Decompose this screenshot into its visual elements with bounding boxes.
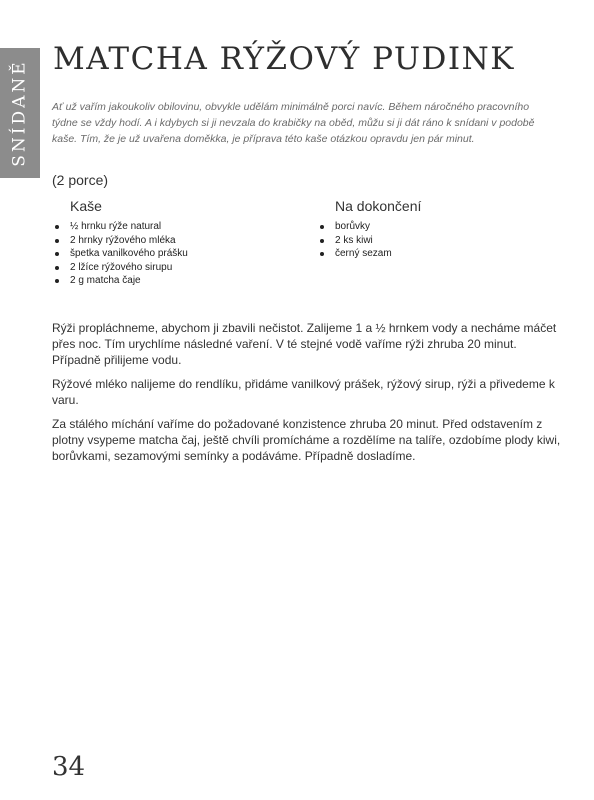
ingredient-item: 2 ks kiwi [317, 234, 557, 248]
ingredients-finish-list [317, 220, 557, 261]
ingredients-finish [317, 198, 557, 261]
recipe-step: Rýžové mléko nalijeme do rendlíku, přidáme vanilkový prášek, rýžový sirup, rýži a přivedeme k varu. [52, 377, 555, 407]
ingredient-item: ½ hrnku rýže natural [52, 220, 292, 234]
recipe-step: Rýži propláchneme, abychom ji zbavili nečistot. Zalijeme 1 a ½ hrnkem vody a necháme máčet přes noc. Tím urychlíme následné vaření. V té stejné vodě vaříme rýži zhruba 20 minut. Případně přilijeme vodu. [52, 321, 557, 367]
recipe-intro: Ať už vařím jakoukoliv obilovinu, obvykle udělám minimálně porci navíc. Během náročného pracovního týdne se vždy hodí. A i kdybych si ji nevzala do krabičky na oběd, můžu si ji dát ráno k snídani v podobě kaše. Tím, že je už uvařena doměkka, je příprava této kaše otázkou opravdu jen pár minut. [52, 101, 535, 145]
ingredients-kase [52, 198, 292, 288]
section-tab-label: SNÍDANĚ [10, 59, 30, 167]
portions-label: (2 porce) [52, 172, 109, 188]
recipe-title: MATCHA RÝŽOVÝ PUDINK [53, 41, 515, 77]
ingredient-item: 2 lžíce rýžového sirupu [52, 261, 292, 275]
ingredients-kase-title: Kaše [70, 198, 102, 214]
ingredients-finish-title: Na dokončení [335, 198, 422, 214]
section-tab [0, 48, 40, 178]
page-number: 34 [52, 752, 86, 782]
recipe-step: Za stálého míchání vaříme do požadované konzistence zhruba 20 minut. Před odstavením z plotny vsypeme matcha čaj, ještě chvíli promícháme a rozdělíme na talíře, ozdobíme plody kiwi, borůvkami, sezamovými semínky a podáváme. Případně dosladíme. [52, 417, 561, 463]
ingredient-item: špetka vanilkového prášku [52, 247, 292, 261]
ingredient-item: 2 hrnky rýžového mléka [52, 234, 292, 248]
recipe-steps [52, 320, 567, 472]
ingredient-item: 2 g matcha čaje [52, 274, 292, 288]
ingredient-item: borůvky [317, 220, 557, 234]
ingredients-kase-list [52, 220, 292, 288]
ingredient-item: černý sezam [317, 247, 557, 261]
